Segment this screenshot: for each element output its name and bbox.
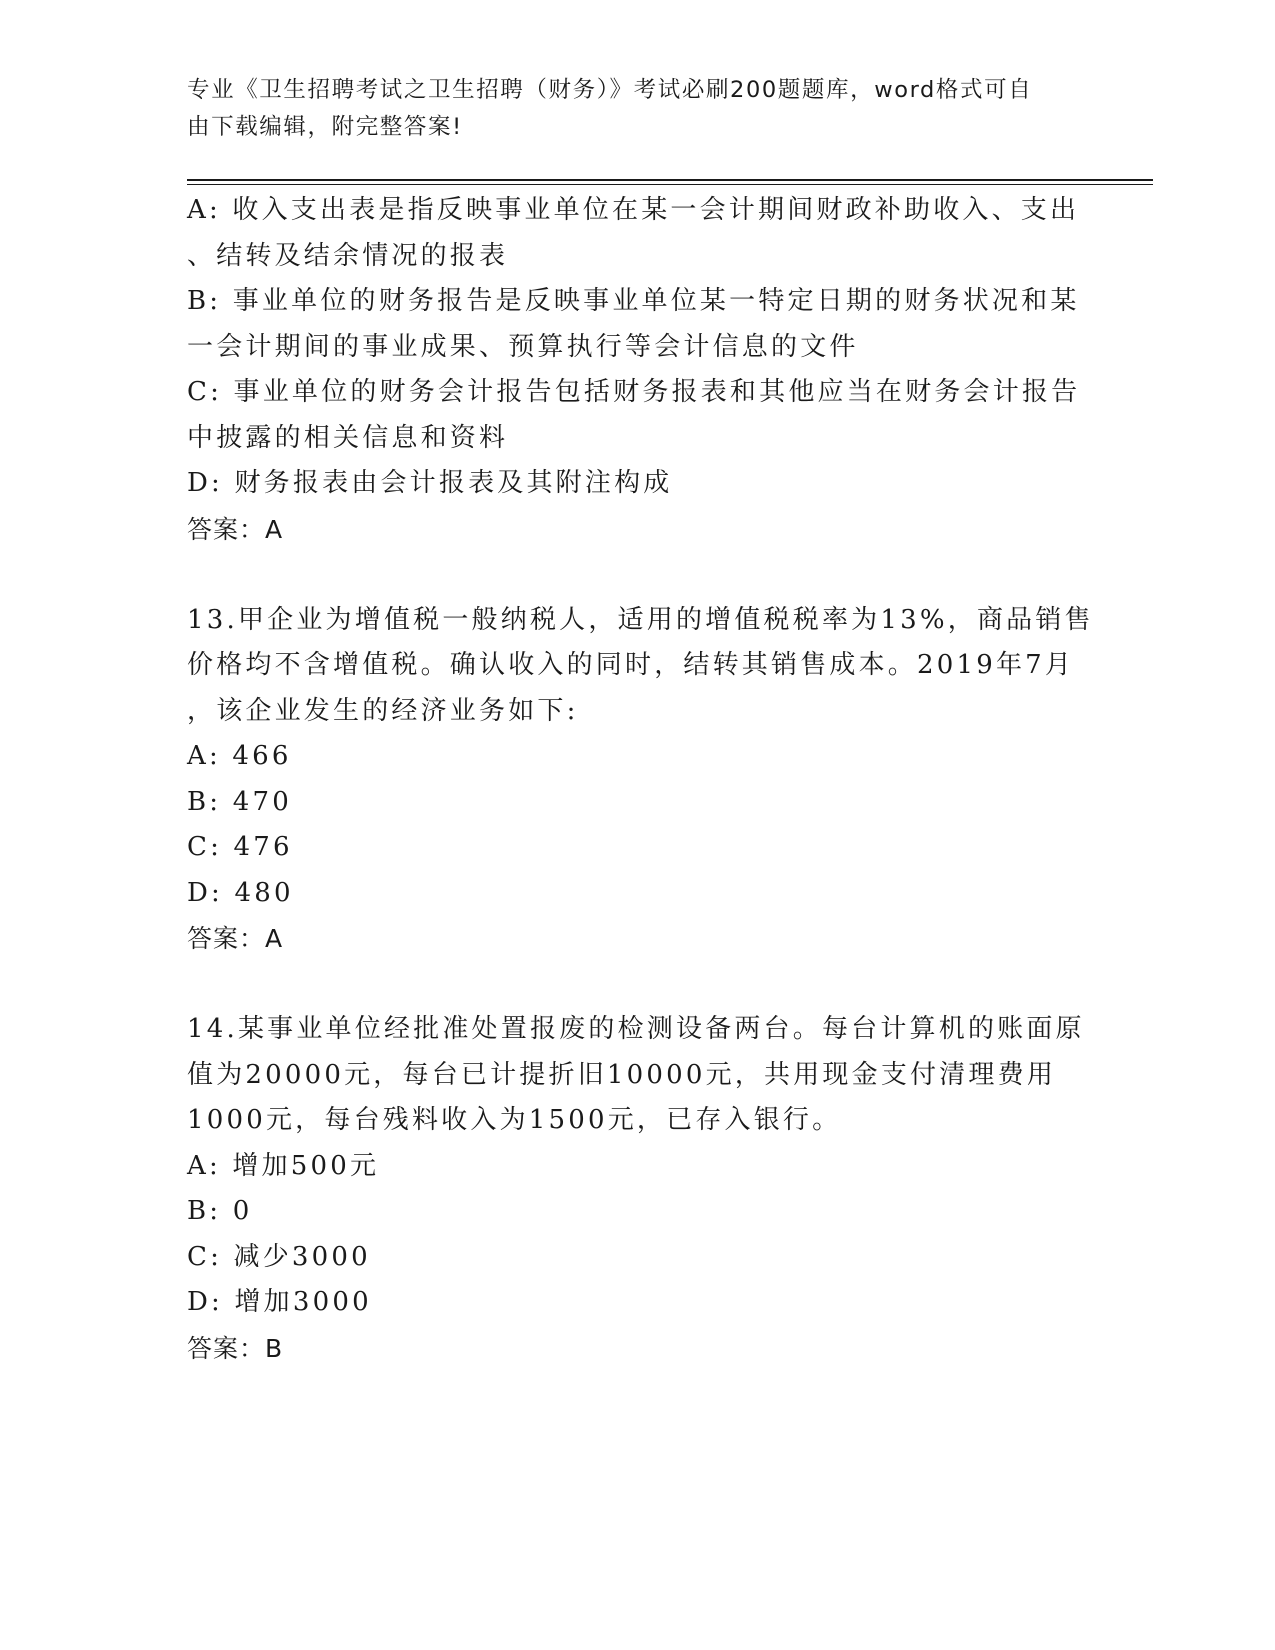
q12-option-d: D: 财务报表由会计报表及其附注构成 — [187, 468, 673, 498]
header-line-1: 专业《卫生招聘考试之卫生招聘（财务）》考试必刷200题题库，word格式可自 — [187, 77, 1033, 103]
q12-option-c-line1: C: 事业单位的财务会计报告包括财务报表和其他应当在财务会计报告 — [187, 377, 1081, 407]
question-list — [187, 188, 1094, 1371]
q12-option-a-line1: A: 收入支出表是指反映事业单位在某一会计期间财政补助收入、支出 — [187, 195, 1080, 225]
q13-option-a: A: 466 — [187, 741, 292, 771]
document-header — [187, 72, 1067, 146]
q14-answer: 答案：B — [187, 1333, 284, 1363]
q14-option-b: B: 0 — [187, 1196, 253, 1226]
q13-option-d: D: 480 — [187, 877, 294, 908]
question-14-block — [187, 1007, 1087, 1371]
q14-stem-line1: 14.某事业单位经批准处置报废的检测设备两台。每台计算机的账面原 — [187, 1014, 1085, 1044]
header-rule-thick — [187, 179, 1153, 181]
q13-answer: 答案：A — [187, 924, 284, 953]
q13-stem-line1: 13.甲企业为增值税一般纳税人，适用的增值税税率为13%，商品销售 — [187, 604, 1094, 635]
q12-option-b-line1: B: 事业单位的财务报告是反映事业单位某一特定日期的财务状况和某 — [187, 286, 1080, 316]
spacer — [187, 962, 1087, 1008]
question-12-block — [187, 188, 1087, 552]
q13-option-c: C: 476 — [187, 832, 293, 862]
q12-option-c-line2: 中披露的相关信息和资料 — [187, 422, 509, 453]
q13-stem-line3: ，该企业发生的经济业务如下: — [187, 695, 579, 726]
q12-option-b-line2: 一会计期间的事业成果、预算执行等会计信息的文件 — [187, 331, 859, 362]
q12-answer: 答案：A — [187, 514, 284, 544]
q14-stem-line3: 1000元，每台残料收入为1500元，已存入银行。 — [187, 1105, 842, 1135]
q14-option-a: A: 增加500元 — [187, 1150, 380, 1181]
q12-option-a-line2: 、结转及结余情况的报表 — [187, 240, 509, 271]
question-13-block — [187, 598, 1094, 962]
q14-option-d: D: 增加3000 — [187, 1287, 372, 1317]
header-line-2: 由下载编辑，附完整答案! — [187, 114, 463, 140]
q14-stem-line2: 值为20000元，每台已计提折旧10000元，共用现金支付清理费用 — [187, 1059, 1057, 1090]
q13-stem-line2: 价格均不含增值税。确认收入的同时，结转其销售成本。2019年7月 — [187, 650, 1075, 680]
q13-option-b: B: 470 — [187, 786, 292, 817]
header-rule-thin — [187, 184, 1153, 185]
spacer — [187, 552, 1087, 598]
q14-option-c: C: 减少3000 — [187, 1241, 371, 1272]
